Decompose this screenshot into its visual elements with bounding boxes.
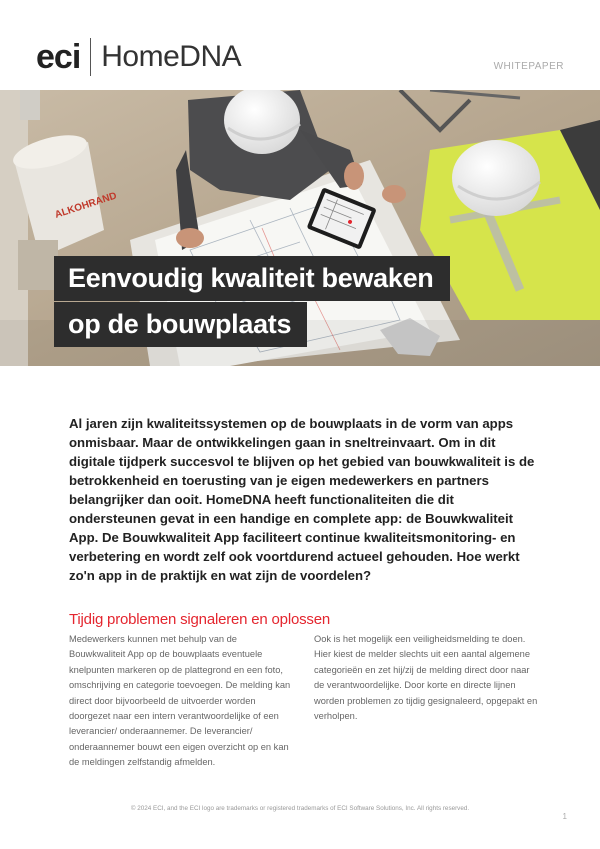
logo-eci: eci [36,38,81,76]
section-heading: Tijdig problemen signaleren en oplossen [69,611,330,628]
logo-separator [90,38,91,76]
document-type-label: WHITEPAPER [493,61,564,72]
page-header [0,0,600,90]
page-number: 1 [562,812,567,821]
footer-copyright: © 2024 ECI, and the ECI logo are trademarks or registered trademarks of ECI Software Solutions, Inc. All rights reserved. [130,805,470,812]
eci-homedna-logo [36,38,241,76]
bucket-label: ALKOHRAND [53,190,119,221]
intro-paragraph: Al jaren zijn kwaliteitssystemen op de bouwplaats in de vorm van apps onmisbaar. Maar de ontwikkelingen gaan in sneltreinvaart. Om in dit digitale tijdperk succesvol te blijven op het gebied van bouwkwaliteit is de betrokkenheid en toerusting van je eigen medewerkers en partners belangrijker dan ooit. HomeDNA heeft functionaliteiten die dit ondersteunen gevat in een handige en complete app: de Bouwkwaliteit App. De Bouwkwaliteit App faciliteert continue kwaliteitsmonitoring- en verbetering en wordt zelf ook voortdurend actueel gehouden. Hoe werkt zo'n app in de praktijk en wat zijn de voordelen? [69,416,535,583]
body-column-right: Ook is het mogelijk een veiligheidsmelding te doen. Hier kiest de melder slechts uit een aantal algemene categorieën en zet hij/zij de melding direct door naar de verantwoordelijke. Door korte en directe lijnen worden problemen zo tijdig gesignaleerd, opgepakt en verholpen. [314,634,538,722]
body-column-left: Medewerkers kunnen met behulp van de Bouwkwaliteit App op de bouwplaats eventuele knelpunten markeren op de plattegrond en een foto, omschrijving en categorie toevoegen. De melding kan direct door bijvoorbeeld de uitvoerder worden doorgezet naar een intern verantwoordelijke of een leverancier/ onderaannemer. De leverancier/ onderaannemer bouwt een eigen overzicht op en kan de meldingen zelfstandig afmelden. [69,634,291,768]
hero-title-line1: Eenvoudig kwaliteit bewaken [54,256,450,301]
logo-homedna: HomeDNA [101,40,242,73]
hero-title-line2: op de bouwplaats [54,302,307,347]
